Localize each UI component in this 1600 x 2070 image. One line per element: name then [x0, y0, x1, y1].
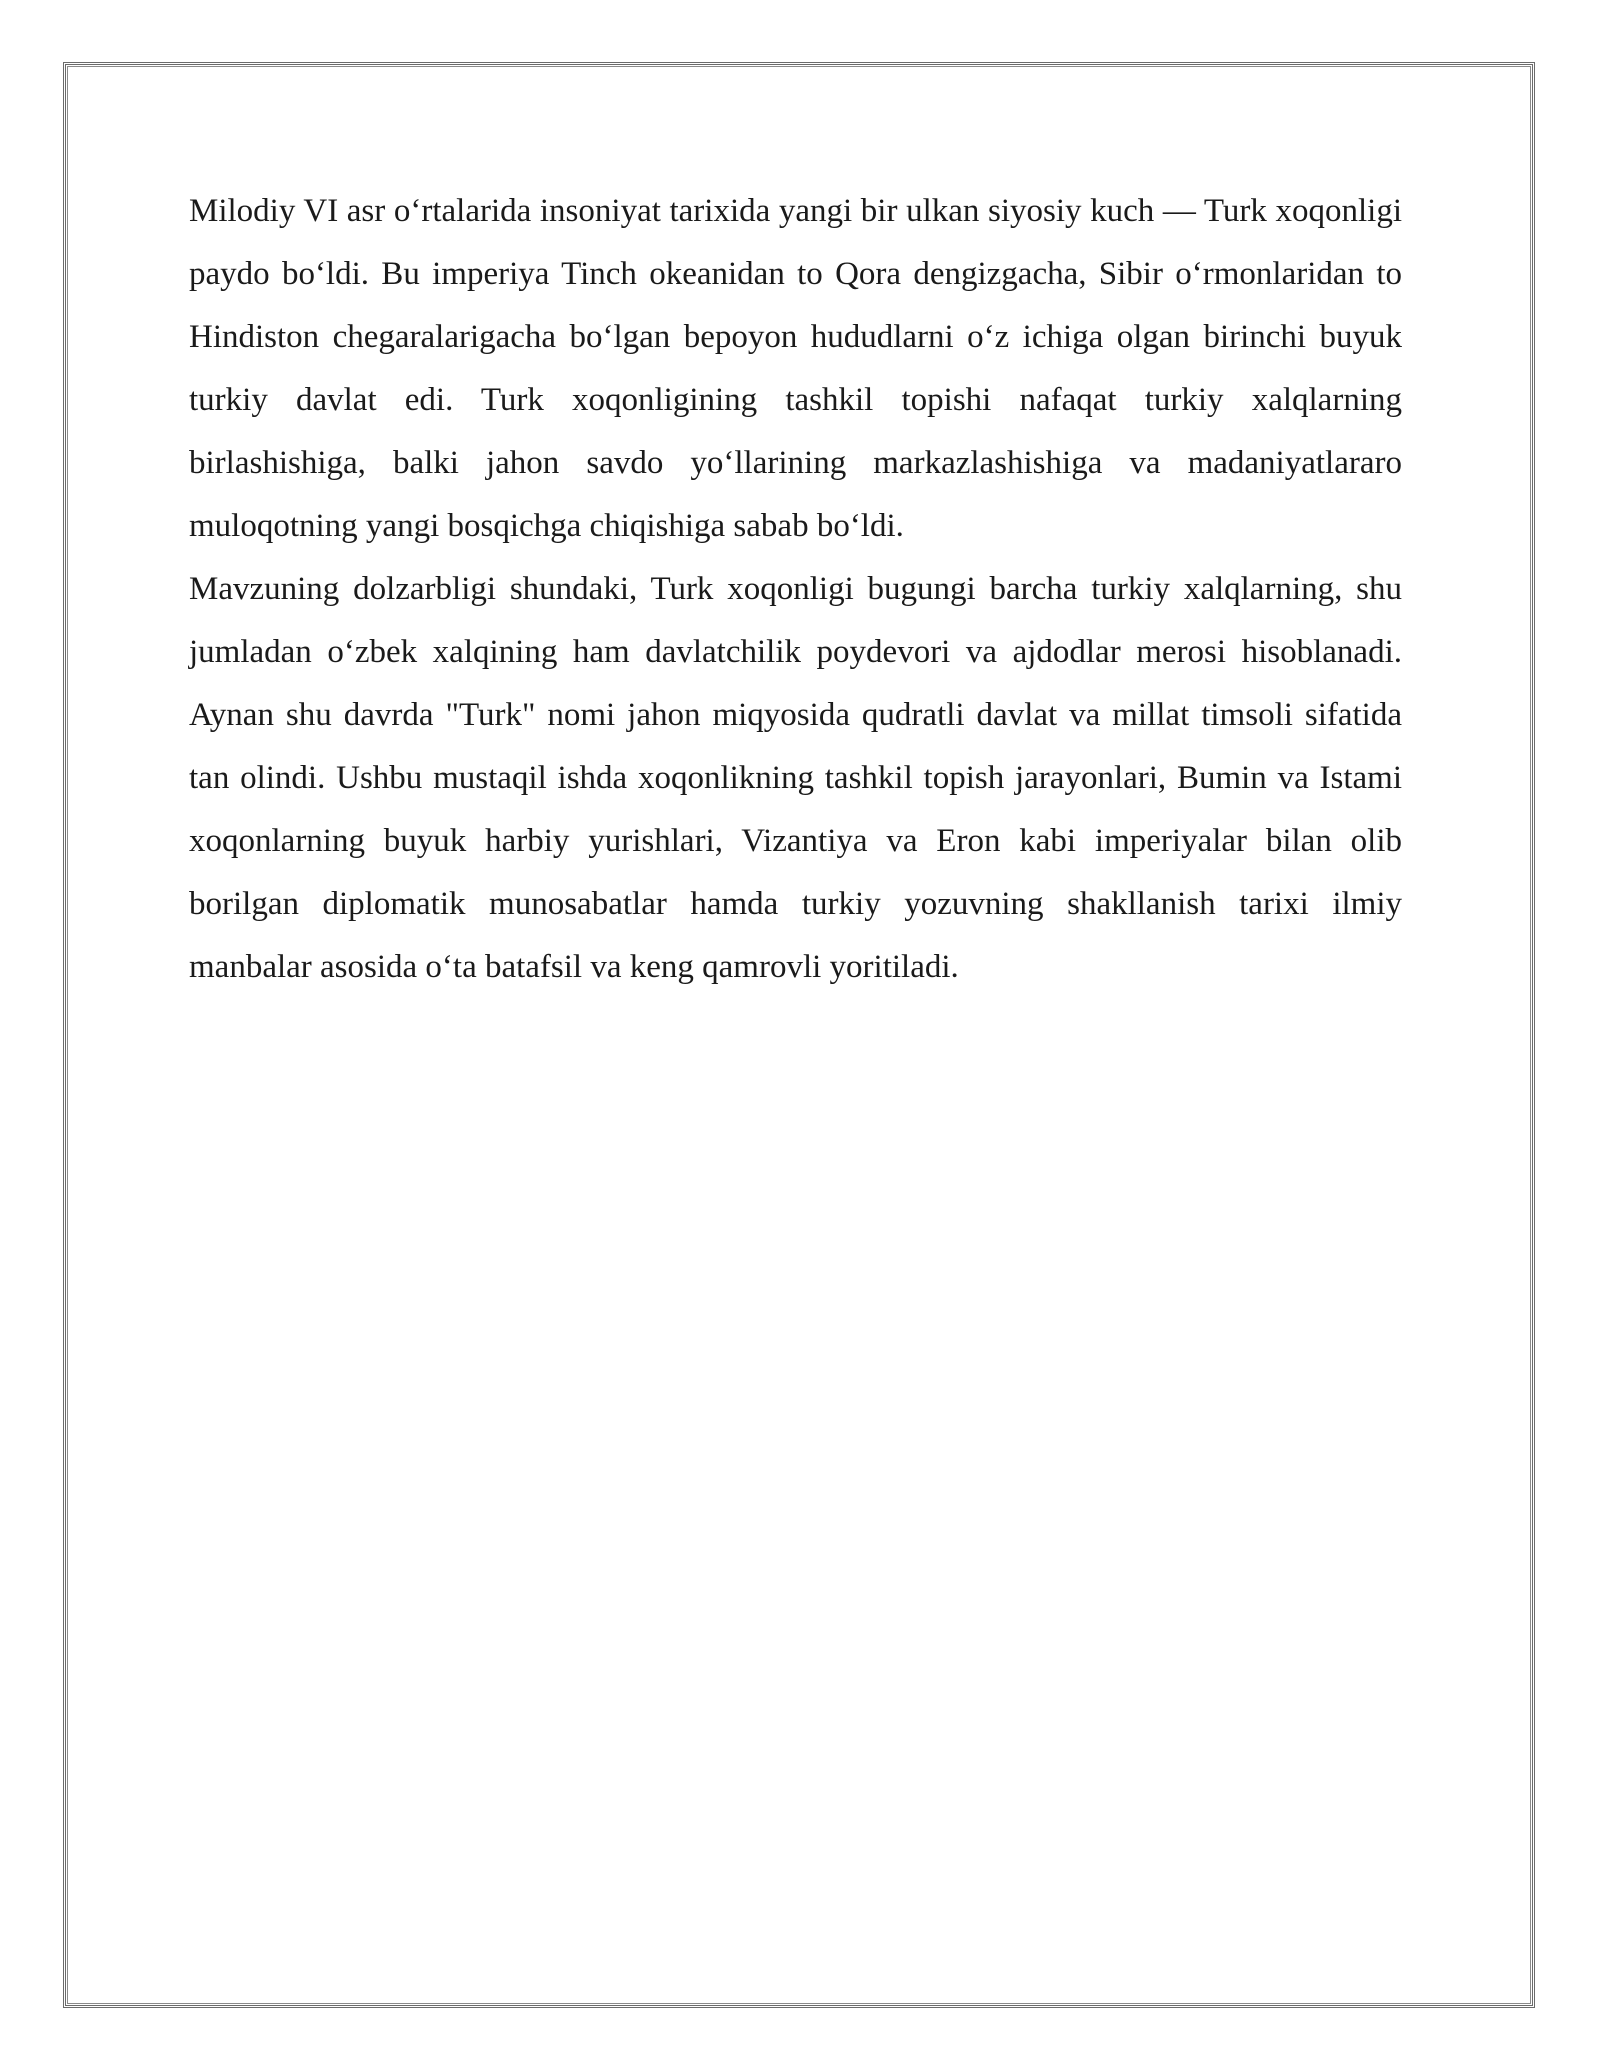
document-body: [189, 180, 1402, 999]
paragraph-introduction: Milodiy VI asr o‘rtalarida insoniyat tarixida yangi bir ulkan siyosiy kuch — Turk xoqonligi paydo bo‘ldi. Bu imperiya Tinch okeanidan to Qora dengizgacha, Sibir o‘rmonlaridan to Hindiston chegaralarigacha bo‘lgan bepoyon hududlarni o‘z ichiga olgan birinchi buyuk turkiy davlat edi. Turk xoqonligining tashkil topishi nafaqat turkiy xalqlarning birlashishiga, balki jahon savdo yo‘llarining markazlashishiga va madaniyatlararo muloqotning yangi bosqichga chiqishiga sabab bo‘ldi.: [189, 193, 1402, 544]
paragraph-relevance: Mavzuning dolzarbligi shundaki, Turk xoqonligi bugungi barcha turkiy xalqlarning, shu jumladan o‘zbek xalqining ham davlatchilik poydevori va ajdodlar merosi hisoblanadi. Aynan shu davrda "Turk" nomi jahon miqyosida qudratli davlat va millat timsoli sifatida tan olindi. Ushbu mustaqil ishda xoqonlikning tashkil topish jarayonlari, Bumin va Istami xoqonlarning buyuk harbiy yurishlari, Vizantiya va Eron kabi imperiyalar bilan olib borilgan diplomatik munosabatlar hamda turkiy yozuvning shakllanish tarixi ilmiy manbalar asosida o‘ta batafsil va keng qamrovli yoritiladi.: [189, 571, 1402, 985]
